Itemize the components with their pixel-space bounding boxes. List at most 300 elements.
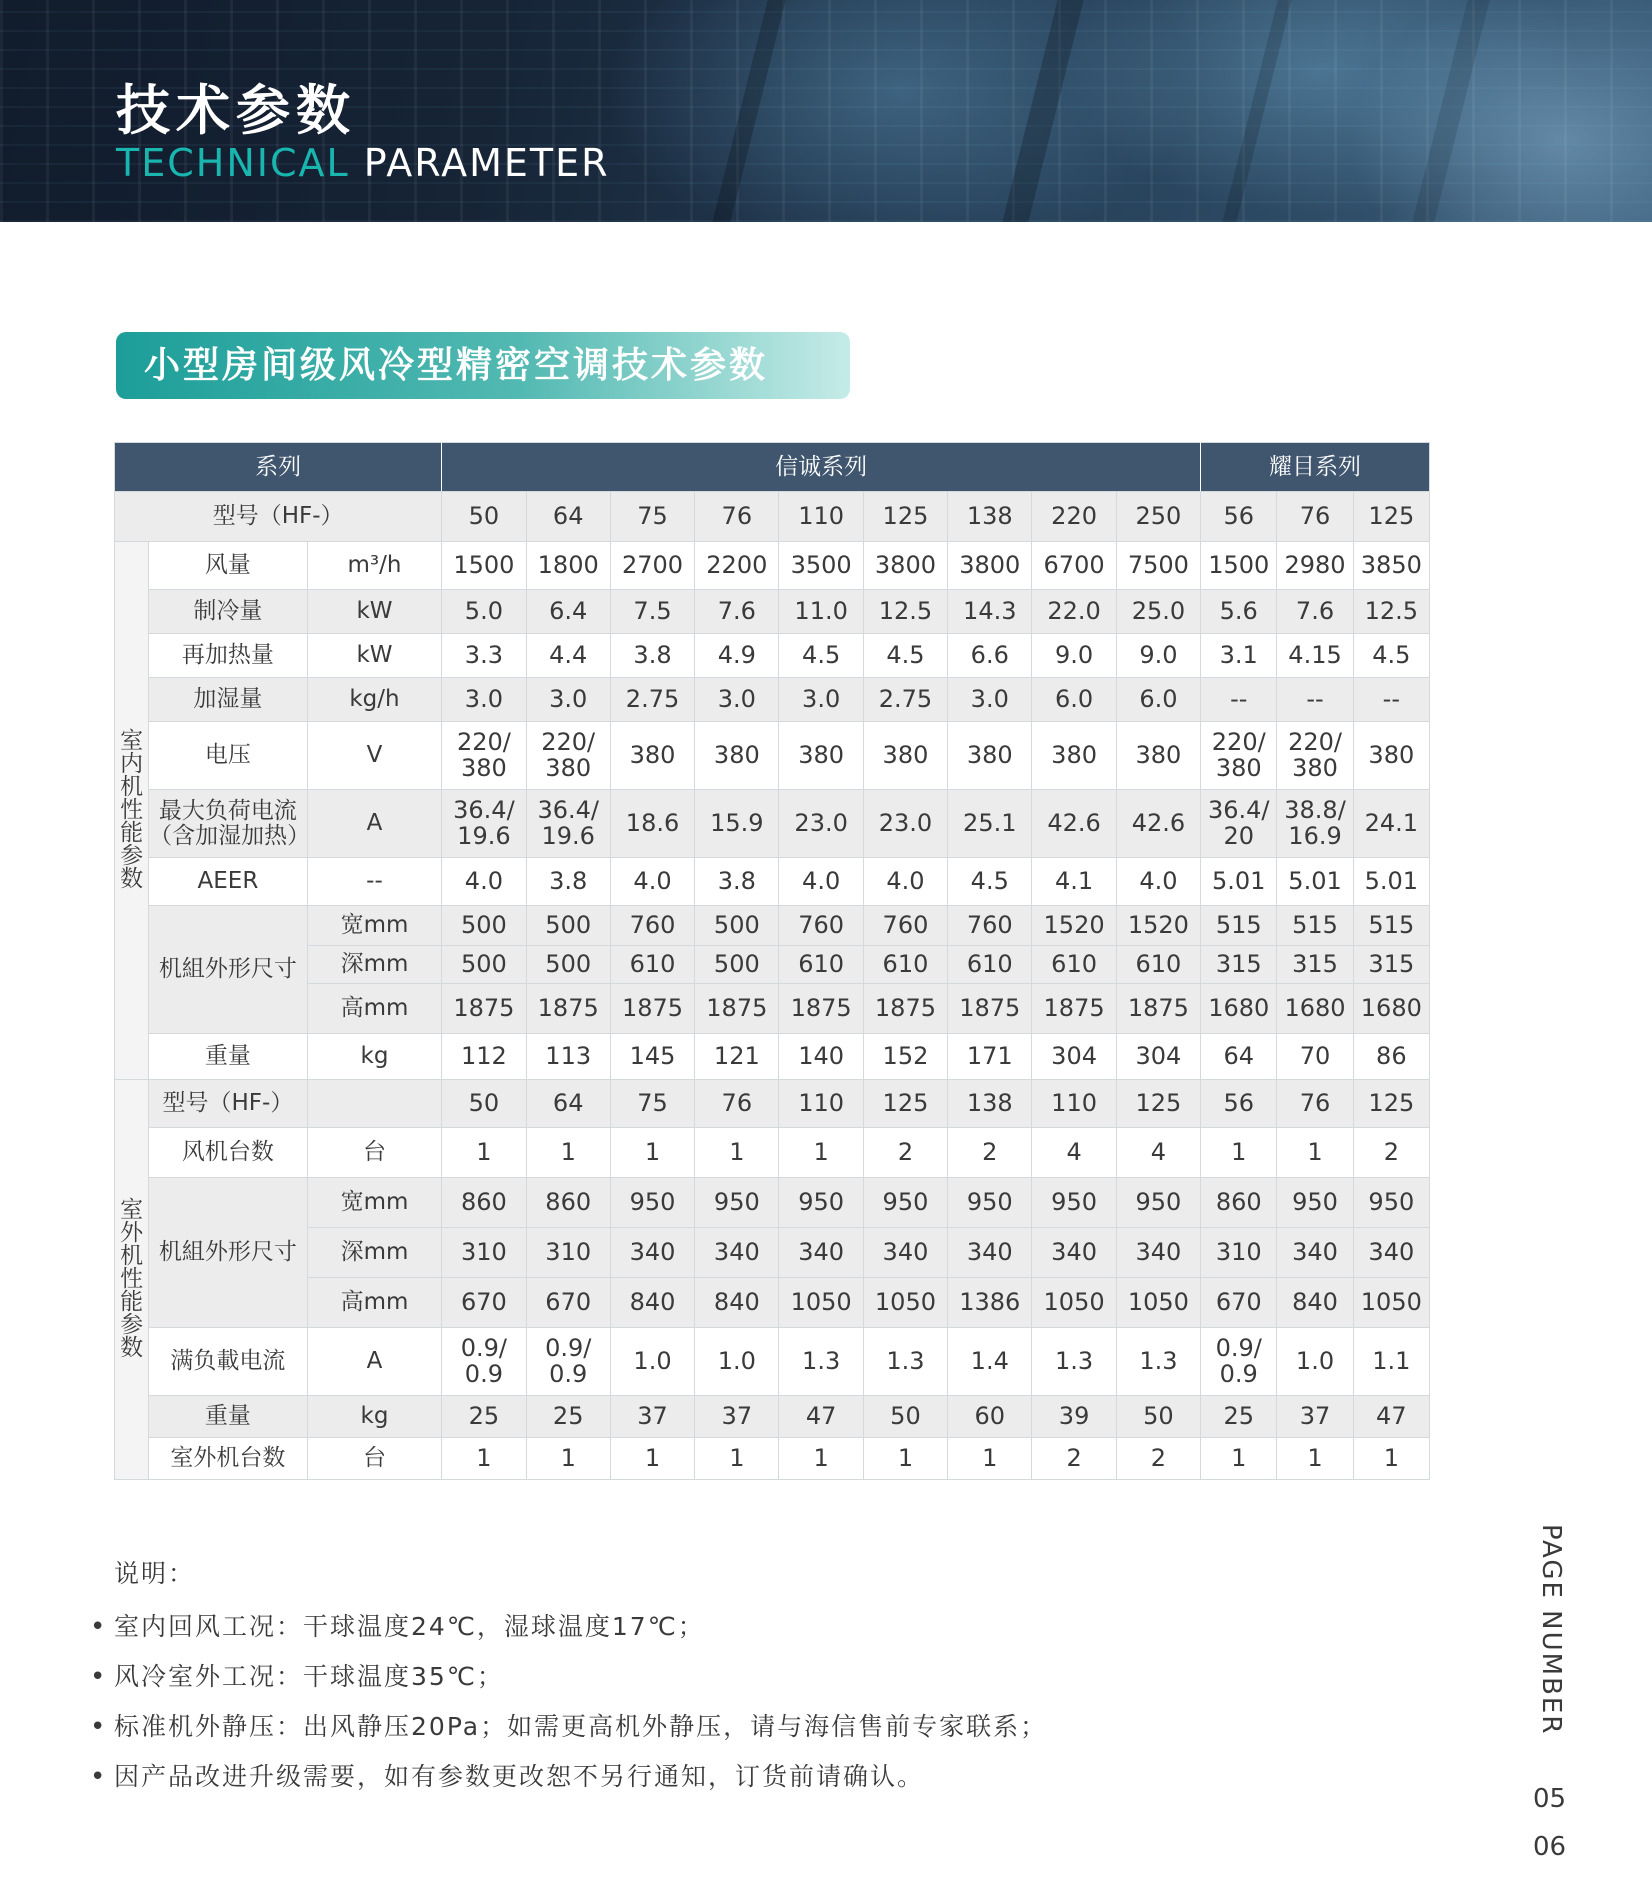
value-cell: 304 <box>1116 1034 1200 1080</box>
value-cell: 3500 <box>779 542 863 590</box>
banner-decoration <box>1002 0 1083 222</box>
value-cell: 1.0 <box>1277 1328 1353 1396</box>
value-cell: 5.01 <box>1353 858 1429 906</box>
table-row <box>115 492 1430 542</box>
table-row <box>115 590 1430 634</box>
value-cell: 1500 <box>442 542 526 590</box>
value-cell: 220 <box>1032 492 1116 542</box>
value-cell: 610 <box>1116 946 1200 984</box>
value-cell: 4.0 <box>779 858 863 906</box>
value-cell: 125 <box>863 1080 947 1128</box>
value-cell: 6700 <box>1032 542 1116 590</box>
value-cell: 1 <box>1277 1128 1353 1178</box>
note-item: • 室内回风工况：干球温度24℃，湿球温度17℃； <box>90 1602 1190 1652</box>
value-cell: 76 <box>1277 1080 1353 1128</box>
banner-decoration <box>1222 0 1291 222</box>
value-cell: 1 <box>695 1438 779 1480</box>
value-cell: 2.75 <box>610 678 694 722</box>
param-unit: A <box>307 1328 442 1396</box>
value-cell: 950 <box>1116 1178 1200 1228</box>
value-cell: 1680 <box>1277 984 1353 1034</box>
outdoor-group-label <box>115 1080 149 1480</box>
note-item: • 风冷室外工况：干球温度35℃； <box>90 1652 1190 1702</box>
value-cell: 1050 <box>863 1278 947 1328</box>
param-unit: kg <box>307 1396 442 1438</box>
value-cell: 670 <box>1201 1278 1277 1328</box>
value-cell: 1.0 <box>695 1328 779 1396</box>
value-cell: 4.9 <box>695 634 779 678</box>
param-unit: kg/h <box>307 678 442 722</box>
value-cell: 64 <box>1201 1034 1277 1080</box>
subtitle-part-technical: TECHNICAL <box>116 141 350 185</box>
value-cell: 950 <box>695 1178 779 1228</box>
value-cell: 0.9/ 0.9 <box>442 1328 526 1396</box>
value-cell: 1680 <box>1353 984 1429 1034</box>
value-cell: 121 <box>695 1034 779 1080</box>
table-row <box>115 858 1430 906</box>
value-cell: 3.0 <box>779 678 863 722</box>
param-unit: 宽mm <box>307 906 442 946</box>
header-group-xincheng: 信诚系列 <box>442 443 1201 492</box>
value-cell: 110 <box>779 492 863 542</box>
value-cell: 860 <box>442 1178 526 1228</box>
value-cell: 125 <box>1116 1080 1200 1128</box>
value-cell: 610 <box>863 946 947 984</box>
param-label: 加湿量 <box>149 678 308 722</box>
value-cell: 110 <box>1032 1080 1116 1128</box>
value-cell: 5.01 <box>1201 858 1277 906</box>
value-cell: 610 <box>779 946 863 984</box>
table-row <box>115 1438 1430 1480</box>
param-label: 重量 <box>149 1034 308 1080</box>
value-cell: 36.4/ 19.6 <box>526 790 610 858</box>
value-cell: 4.1 <box>1032 858 1116 906</box>
value-cell: 3800 <box>948 542 1032 590</box>
value-cell: 125 <box>863 492 947 542</box>
value-cell: 500 <box>442 906 526 946</box>
value-cell: 500 <box>695 946 779 984</box>
table-row <box>115 906 1430 946</box>
value-cell: 9.0 <box>1032 634 1116 678</box>
value-cell: 380 <box>948 722 1032 790</box>
value-cell: 340 <box>1277 1228 1353 1278</box>
value-cell: 18.6 <box>610 790 694 858</box>
value-cell: 75 <box>610 492 694 542</box>
value-cell: 36.4/ 19.6 <box>442 790 526 858</box>
param-unit: -- <box>307 858 442 906</box>
page-number-label: PAGE NUMBER <box>1536 1524 1566 1736</box>
value-cell: 3.0 <box>695 678 779 722</box>
value-cell: 14.3 <box>948 590 1032 634</box>
value-cell: 22.0 <box>1032 590 1116 634</box>
value-cell: 1875 <box>863 984 947 1034</box>
value-cell: 1.1 <box>1353 1328 1429 1396</box>
table-header-row <box>115 443 1430 492</box>
value-cell: 4.0 <box>863 858 947 906</box>
value-cell: 670 <box>526 1278 610 1328</box>
value-cell: 950 <box>1353 1178 1429 1228</box>
param-unit: 台 <box>307 1128 442 1178</box>
value-cell: 1.3 <box>1116 1328 1200 1396</box>
value-cell: 4.0 <box>610 858 694 906</box>
value-cell: 2.75 <box>863 678 947 722</box>
param-label: 机組外形尺寸 <box>149 1178 308 1328</box>
value-cell: 86 <box>1353 1034 1429 1080</box>
value-cell: 6.6 <box>948 634 1032 678</box>
value-cell: 7.5 <box>610 590 694 634</box>
value-cell: 6.0 <box>1032 678 1116 722</box>
value-cell: 7.6 <box>695 590 779 634</box>
table-row <box>115 1128 1430 1178</box>
value-cell: 38.8/ 16.9 <box>1277 790 1353 858</box>
section-title: 小型房间级风冷型精密空调技术参数 <box>116 332 850 399</box>
value-cell: 1 <box>1277 1438 1353 1480</box>
value-cell: 380 <box>779 722 863 790</box>
value-cell: 4.5 <box>779 634 863 678</box>
value-cell: 56 <box>1201 492 1277 542</box>
value-cell: 2 <box>1353 1128 1429 1178</box>
value-cell: 15.9 <box>695 790 779 858</box>
table-row <box>115 1396 1430 1438</box>
value-cell: 1 <box>526 1438 610 1480</box>
table-row <box>115 1328 1430 1396</box>
value-cell: 380 <box>863 722 947 790</box>
value-cell: 70 <box>1277 1034 1353 1080</box>
value-cell: 64 <box>526 492 610 542</box>
value-cell: 125 <box>1353 492 1429 542</box>
value-cell: 950 <box>1277 1178 1353 1228</box>
value-cell: 36.4/ 20 <box>1201 790 1277 858</box>
value-cell: 3850 <box>1353 542 1429 590</box>
param-unit: 深mm <box>307 946 442 984</box>
value-cell: 340 <box>948 1228 1032 1278</box>
value-cell: 5.6 <box>1201 590 1277 634</box>
param-unit: 宽mm <box>307 1178 442 1228</box>
value-cell: 12.5 <box>1353 590 1429 634</box>
value-cell: 1875 <box>610 984 694 1034</box>
value-cell: 0.9/ 0.9 <box>526 1328 610 1396</box>
value-cell: -- <box>1277 678 1353 722</box>
value-cell: 112 <box>442 1034 526 1080</box>
value-cell: 950 <box>1032 1178 1116 1228</box>
indoor-group-label <box>115 542 149 1080</box>
value-cell: 25 <box>526 1396 610 1438</box>
param-label: 电压 <box>149 722 308 790</box>
value-cell: 1520 <box>1116 906 1200 946</box>
value-cell: 1 <box>1201 1128 1277 1178</box>
value-cell: 1 <box>442 1128 526 1178</box>
banner-decoration <box>1412 0 1489 222</box>
value-cell: 310 <box>1201 1228 1277 1278</box>
value-cell: 1875 <box>695 984 779 1034</box>
value-cell: 4.0 <box>1116 858 1200 906</box>
value-cell: 1386 <box>948 1278 1032 1328</box>
header-banner <box>0 0 1652 222</box>
value-cell: 840 <box>695 1278 779 1328</box>
value-cell: 1875 <box>948 984 1032 1034</box>
value-cell: 950 <box>610 1178 694 1228</box>
value-cell: 515 <box>1353 906 1429 946</box>
value-cell: 75 <box>610 1080 694 1128</box>
value-cell: 140 <box>779 1034 863 1080</box>
value-cell: 340 <box>1032 1228 1116 1278</box>
param-label: AEER <box>149 858 308 906</box>
table-body <box>115 492 1430 1480</box>
value-cell: 5.01 <box>1277 858 1353 906</box>
value-cell: 1520 <box>1032 906 1116 946</box>
value-cell: 515 <box>1277 906 1353 946</box>
value-cell: 1.3 <box>779 1328 863 1396</box>
value-cell: 610 <box>610 946 694 984</box>
param-label: 重量 <box>149 1396 308 1438</box>
value-cell: 1 <box>695 1128 779 1178</box>
value-cell: 47 <box>1353 1396 1429 1438</box>
indoor-group-text: 室内机性能参数 <box>120 728 144 892</box>
value-cell: 2 <box>863 1128 947 1178</box>
value-cell: 1050 <box>1353 1278 1429 1328</box>
value-cell: 340 <box>779 1228 863 1278</box>
value-cell: 1.3 <box>863 1328 947 1396</box>
value-cell: 42.6 <box>1032 790 1116 858</box>
value-cell: 4.5 <box>948 858 1032 906</box>
value-cell: 76 <box>695 492 779 542</box>
value-cell: 1 <box>863 1438 947 1480</box>
value-cell: 1500 <box>1201 542 1277 590</box>
page-subtitle <box>116 141 610 185</box>
value-cell: 138 <box>948 492 1032 542</box>
value-cell: 25.0 <box>1116 590 1200 634</box>
value-cell: 1 <box>1353 1438 1429 1480</box>
value-cell: 56 <box>1201 1080 1277 1128</box>
param-label: 风机台数 <box>149 1128 308 1178</box>
value-cell: 500 <box>442 946 526 984</box>
value-cell: 950 <box>948 1178 1032 1228</box>
value-cell: 610 <box>1032 946 1116 984</box>
table-row <box>115 1178 1430 1228</box>
value-cell: 4.0 <box>442 858 526 906</box>
value-cell: 113 <box>526 1034 610 1080</box>
value-cell: 4.4 <box>526 634 610 678</box>
value-cell: 760 <box>779 906 863 946</box>
value-cell: 7500 <box>1116 542 1200 590</box>
value-cell: 220/ 380 <box>442 722 526 790</box>
value-cell: 50 <box>863 1396 947 1438</box>
page-number-left: 05 <box>1533 1784 1567 1814</box>
value-cell: 0.9/ 0.9 <box>1201 1328 1277 1396</box>
value-cell: 315 <box>1277 946 1353 984</box>
value-cell: 2980 <box>1277 542 1353 590</box>
value-cell: 1 <box>526 1128 610 1178</box>
value-cell: 4.5 <box>1353 634 1429 678</box>
value-cell: 4.5 <box>863 634 947 678</box>
note-item: • 标准机外静压：出风静压20Pa；如需更高机外静压，请与海信售前专家联系； <box>90 1702 1190 1752</box>
value-cell: 310 <box>526 1228 610 1278</box>
value-cell: 340 <box>610 1228 694 1278</box>
value-cell: 25.1 <box>948 790 1032 858</box>
param-label: 室外机台数 <box>149 1438 308 1480</box>
value-cell: 125 <box>1353 1080 1429 1128</box>
value-cell: 760 <box>863 906 947 946</box>
value-cell: 340 <box>1353 1228 1429 1278</box>
param-unit: 高mm <box>307 1278 442 1328</box>
value-cell: 3.0 <box>948 678 1032 722</box>
value-cell: 1875 <box>1116 984 1200 1034</box>
value-cell: 1.3 <box>1032 1328 1116 1396</box>
value-cell: 3.8 <box>526 858 610 906</box>
value-cell: 6.4 <box>526 590 610 634</box>
value-cell: 250 <box>1116 492 1200 542</box>
value-cell: 1 <box>610 1438 694 1480</box>
param-unit: V <box>307 722 442 790</box>
value-cell: 25 <box>1201 1396 1277 1438</box>
value-cell: 315 <box>1353 946 1429 984</box>
value-cell: 1050 <box>1116 1278 1200 1328</box>
value-cell: 3.0 <box>442 678 526 722</box>
value-cell: 220/ 380 <box>526 722 610 790</box>
table-row <box>115 790 1430 858</box>
value-cell: 950 <box>779 1178 863 1228</box>
value-cell: 23.0 <box>779 790 863 858</box>
value-cell: 380 <box>610 722 694 790</box>
value-cell: 610 <box>948 946 1032 984</box>
param-unit: kg <box>307 1034 442 1080</box>
value-cell: 3.1 <box>1201 634 1277 678</box>
value-cell: 138 <box>948 1080 1032 1128</box>
value-cell: 340 <box>1116 1228 1200 1278</box>
value-cell: 760 <box>948 906 1032 946</box>
value-cell: 9.0 <box>1116 634 1200 678</box>
model-label: 型号（HF-） <box>115 492 442 542</box>
subtitle-part-parameter: PARAMETER <box>363 141 610 185</box>
value-cell: 1.4 <box>948 1328 1032 1396</box>
value-cell: 64 <box>526 1080 610 1128</box>
value-cell: 1 <box>610 1128 694 1178</box>
value-cell: 2 <box>1116 1438 1200 1480</box>
table-row <box>115 1278 1430 1328</box>
param-label: 再加热量 <box>149 634 308 678</box>
value-cell: 1875 <box>526 984 610 1034</box>
value-cell: 11.0 <box>779 590 863 634</box>
param-label: 满负載电流 <box>149 1328 308 1396</box>
value-cell: 340 <box>863 1228 947 1278</box>
value-cell: 1 <box>779 1128 863 1178</box>
value-cell: 220/ 380 <box>1277 722 1353 790</box>
header-group-yaomu: 耀目系列 <box>1201 443 1430 492</box>
value-cell: 4 <box>1032 1128 1116 1178</box>
value-cell: 7.6 <box>1277 590 1353 634</box>
table-row <box>115 1080 1430 1128</box>
value-cell: 50 <box>442 492 526 542</box>
value-cell: 220/ 380 <box>1201 722 1277 790</box>
value-cell: 1875 <box>442 984 526 1034</box>
value-cell: 1 <box>1201 1438 1277 1480</box>
param-label: 最大负荷电流 （含加湿加热） <box>149 790 308 858</box>
value-cell: 47 <box>779 1396 863 1438</box>
value-cell: 76 <box>695 1080 779 1128</box>
value-cell: 50 <box>442 1080 526 1128</box>
param-label: 机組外形尺寸 <box>149 906 308 1034</box>
value-cell: 1050 <box>1032 1278 1116 1328</box>
value-cell: 3.8 <box>610 634 694 678</box>
value-cell: 110 <box>779 1080 863 1128</box>
value-cell: 1875 <box>779 984 863 1034</box>
page-number-right: 06 <box>1533 1832 1567 1862</box>
value-cell: 1680 <box>1201 984 1277 1034</box>
notes-list <box>90 1602 1190 1802</box>
value-cell: 340 <box>695 1228 779 1278</box>
value-cell: 2700 <box>610 542 694 590</box>
value-cell: -- <box>1201 678 1277 722</box>
table-row <box>115 542 1430 590</box>
value-cell: 60 <box>948 1396 1032 1438</box>
value-cell: 315 <box>1201 946 1277 984</box>
value-cell: 39 <box>1032 1396 1116 1438</box>
table-row <box>115 1228 1430 1278</box>
value-cell: 670 <box>442 1278 526 1328</box>
value-cell: 1 <box>442 1438 526 1480</box>
param-unit: m³/h <box>307 542 442 590</box>
value-cell: 950 <box>863 1178 947 1228</box>
value-cell: 37 <box>610 1396 694 1438</box>
param-unit: kW <box>307 634 442 678</box>
value-cell: 1 <box>779 1438 863 1480</box>
value-cell: 1.0 <box>610 1328 694 1396</box>
param-unit <box>307 1080 442 1128</box>
value-cell: 860 <box>1201 1178 1277 1228</box>
value-cell: 12.5 <box>863 590 947 634</box>
value-cell: 380 <box>695 722 779 790</box>
parameter-table <box>114 442 1430 1480</box>
table-row <box>115 946 1430 984</box>
param-label: 制冷量 <box>149 590 308 634</box>
value-cell: 4 <box>1116 1128 1200 1178</box>
value-cell: 760 <box>610 906 694 946</box>
value-cell: 3.8 <box>695 858 779 906</box>
value-cell: 3.3 <box>442 634 526 678</box>
param-unit: kW <box>307 590 442 634</box>
value-cell: 24.1 <box>1353 790 1429 858</box>
value-cell: 515 <box>1201 906 1277 946</box>
param-label: 风量 <box>149 542 308 590</box>
value-cell: 6.0 <box>1116 678 1200 722</box>
value-cell: 37 <box>695 1396 779 1438</box>
value-cell: 310 <box>442 1228 526 1278</box>
value-cell: 50 <box>1116 1396 1200 1438</box>
value-cell: 380 <box>1116 722 1200 790</box>
value-cell: 500 <box>526 906 610 946</box>
value-cell: 145 <box>610 1034 694 1080</box>
banner-decoration <box>712 0 785 222</box>
page-title: 技术参数 <box>116 79 356 142</box>
table-row <box>115 1034 1430 1080</box>
value-cell: 500 <box>695 906 779 946</box>
note-item: • 因产品改进升级需要，如有参数更改恕不另行通知，订货前请确认。 <box>90 1752 1190 1802</box>
value-cell: 23.0 <box>863 790 947 858</box>
notes-title: 说明： <box>114 1559 196 1588</box>
value-cell: 42.6 <box>1116 790 1200 858</box>
value-cell: 1800 <box>526 542 610 590</box>
value-cell: 3800 <box>863 542 947 590</box>
value-cell: -- <box>1353 678 1429 722</box>
value-cell: 500 <box>526 946 610 984</box>
value-cell: 840 <box>610 1278 694 1328</box>
value-cell: 25 <box>442 1396 526 1438</box>
param-unit: 台 <box>307 1438 442 1480</box>
param-unit: A <box>307 790 442 858</box>
outdoor-group-text: 室外机性能参数 <box>120 1197 144 1361</box>
value-cell: 1875 <box>1032 984 1116 1034</box>
value-cell: 76 <box>1277 492 1353 542</box>
